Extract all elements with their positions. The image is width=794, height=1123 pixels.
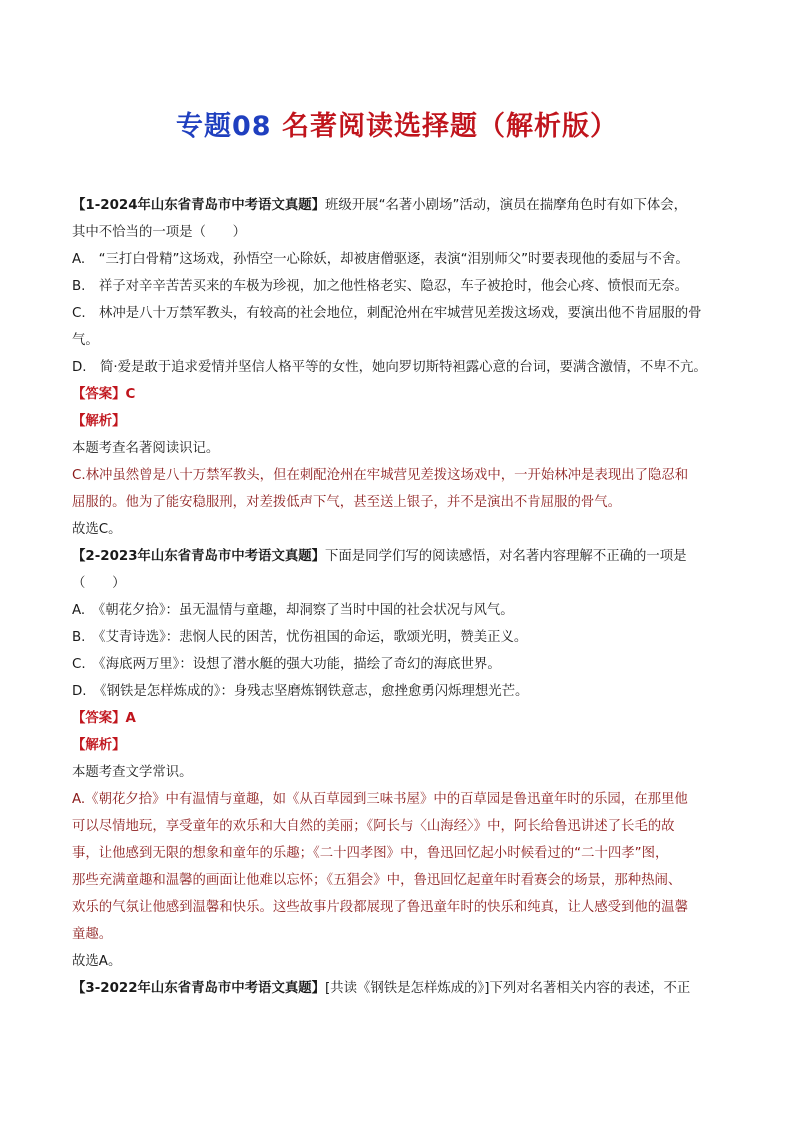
question-3-source: 【3-2022年山东省青岛市中考语文真题】 bbox=[72, 981, 326, 996]
question-1-option-a: A. “三打白骨精”这场戏，孙悟空一心除妖，却被唐僧驱逐，表演“泪别师父”时要表现他的委屈与不舍。 bbox=[72, 252, 689, 267]
title-topic-number: 专题08 bbox=[176, 111, 272, 142]
question-2-option-c: C. 《海底两万里》：设想了潜水艇的强大功能，描绘了奇幻的海底世界。 bbox=[72, 657, 501, 672]
question-2-analysis-text: 童趣。 bbox=[72, 927, 113, 942]
document-body bbox=[72, 192, 726, 1002]
question-1-option-d: D. 简·爱是敢于追求爱情并坚信人格平等的女性，她向罗切斯特袒露心意的台词，要满含激情，不卑不亢。 bbox=[72, 360, 707, 375]
question-2-answer: 【答案】A bbox=[72, 711, 136, 726]
question-2-analysis-label: 【解析】 bbox=[72, 738, 126, 753]
question-1-analysis-text-cont: 屈服的。他为了能安稳服刑，对差拨低声下气，甚至送上银子，并不是演出不肯屈服的骨气。 bbox=[72, 495, 622, 510]
question-2-conclusion: 故选A。 bbox=[72, 954, 122, 969]
title-topic-name: 名著阅读选择题（解析版） bbox=[281, 111, 618, 142]
question-1-stem-text: 班级开展“名著小剧场”活动，演员在揣摩角色时有如下体会， bbox=[325, 198, 688, 213]
question-2-stem-text: 下面是同学们写的阅读感悟，对名著内容理解不正确的一项是 bbox=[325, 549, 687, 564]
question-1-option-c-cont: 气。 bbox=[72, 333, 99, 348]
question-2-analysis-text: 可以尽情地玩，享受童年的欢乐和大自然的美丽；《阿长与〈山海经〉》中，阿长给鲁迅讲述了长毛的故 bbox=[72, 819, 675, 834]
question-1-conclusion: 故选C。 bbox=[72, 522, 122, 537]
question-1-stem-cont: 其中不恰当的一项是（ ） bbox=[72, 225, 247, 240]
question-1-option-b: B. 祥子对辛辛苦苦买来的车极为珍视，加之他性格老实、隐忍，车子被抢时，他会心疼、愤恨而无奈。 bbox=[72, 279, 689, 294]
question-1-option-c: C. 林冲是八十万禁军教头，有较高的社会地位，刺配沧州在牢城营见差拨这场戏，要演出他不肯屈服的骨 bbox=[72, 306, 702, 321]
question-3-stem bbox=[72, 975, 726, 1002]
question-1-analysis-label: 【解析】 bbox=[72, 414, 126, 429]
question-2-source: 【2-2023年山东省青岛市中考语文真题】 bbox=[72, 549, 326, 564]
question-2-option-b: B. 《艾青诗选》：悲悯人民的困苦，忧伤祖国的命运，歌颂光明，赞美正义。 bbox=[72, 630, 528, 645]
page-title bbox=[0, 104, 794, 143]
question-1-answer: 【答案】C bbox=[72, 387, 136, 402]
question-2-option-d: D. 《钢铁是怎样炼成的》：身残志坚磨炼钢铁意志，愈挫愈勇闪烁理想光芒。 bbox=[72, 684, 529, 699]
question-1-analysis-intro: 本题考查名著阅读识记。 bbox=[72, 441, 220, 456]
question-2-analysis-text: A.《朝花夕拾》中有温情与童趣，如《从百草园到三味书屋》中的百草园是鲁迅童年时的乐园，在那里他 bbox=[72, 792, 688, 807]
question-2-analysis-text: 事，让他感到无限的想象和童年的乐趣；《二十四孝图》中，鲁迅回忆起小时候看过的“二十四孝”图， bbox=[72, 846, 669, 861]
question-2-analysis-text: 欢乐的气氛让他感到温馨和快乐。这些故事片段都展现了鲁迅童年时的快乐和纯真，让人感受到他的温馨 bbox=[72, 900, 688, 915]
question-2-analysis-text: 那些充满童趣和温馨的画面让他难以忘怀；《五猖会》中，鲁迅回忆起童年时看赛会的场景，那种热闹、 bbox=[72, 873, 682, 888]
question-2-stem-cont: （ ） bbox=[72, 576, 126, 591]
question-2-stem bbox=[72, 543, 726, 570]
question-2-analysis-intro: 本题考查文学常识。 bbox=[72, 765, 193, 780]
question-3-stem-text: [共读《钢铁是怎样炼成的》]下列对名著相关内容的表述，不正 bbox=[325, 981, 691, 996]
question-1-analysis-text: C.林冲虽然曾是八十万禁军教头，但在刺配沧州在牢城营见差拨这场戏中，一开始林冲是表现出了隐忍和 bbox=[72, 468, 689, 483]
question-1-source: 【1-2024年山东省青岛市中考语文真题】 bbox=[72, 198, 326, 213]
question-2-option-a: A. 《朝花夕拾》：虽无温情与童趣，却洞察了当时中国的社会状况与风气。 bbox=[72, 603, 514, 618]
question-1-stem bbox=[72, 192, 726, 219]
